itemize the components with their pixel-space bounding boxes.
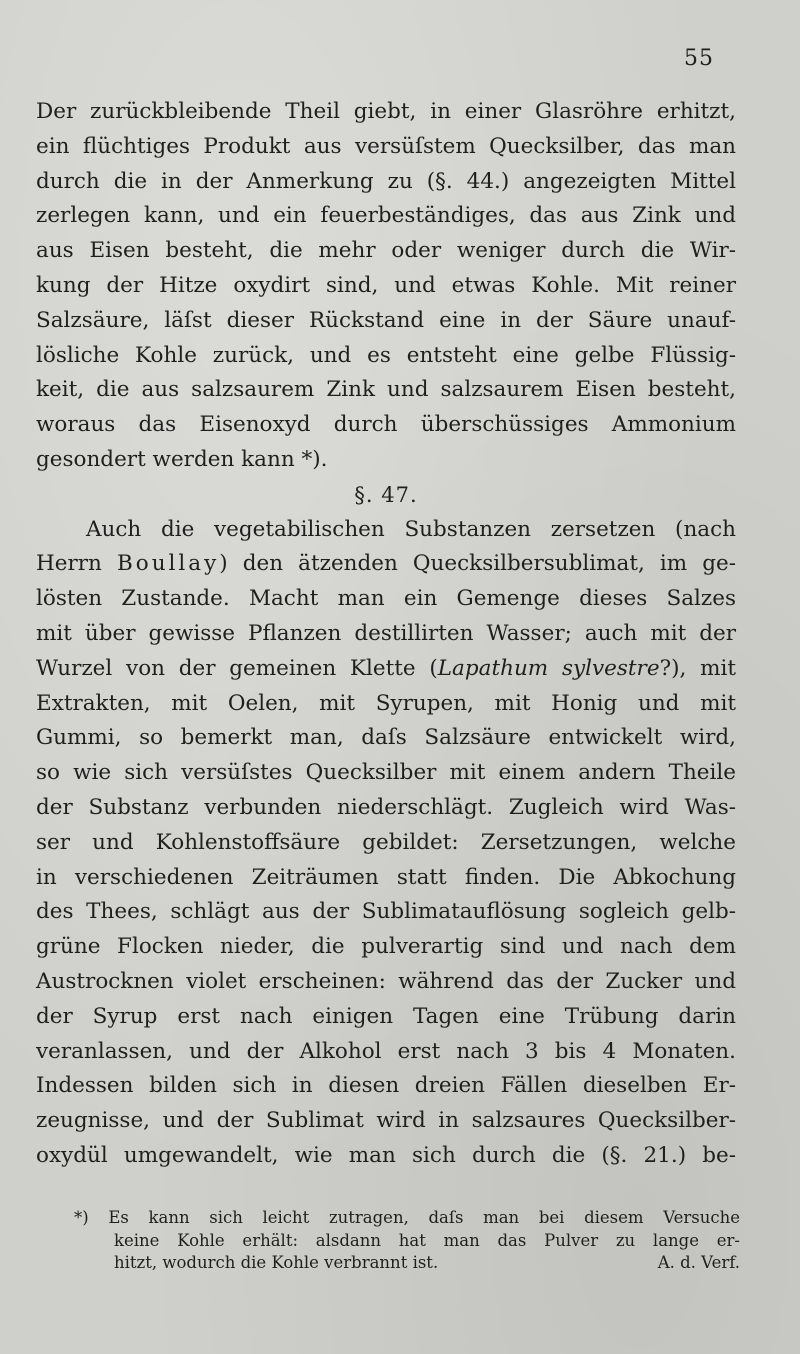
text-line <box>36 547 736 582</box>
text-line: Gummi, so bemerkt man, daſs Salzsäure entwickelt wird, <box>36 725 736 751</box>
section-heading: §. 47. <box>354 482 418 507</box>
text-line: lösten Zustande. Macht man ein Gemenge dieses Salzes <box>36 586 736 612</box>
text-line: gesondert werden kann *). <box>36 446 328 472</box>
text-line: Auch die vegetabilischen Substanzen zersetzen (nach <box>86 516 736 542</box>
text-line: so wie sich versüſstes Quecksilber mit einem andern Theile <box>36 760 736 786</box>
text-line: Der zurückbleibende Theil giebt, in einer Glasröhre erhitzt, <box>36 99 736 124</box>
text-line: mit über gewisse Pflanzen destillirten Wasser; auch mit der <box>36 620 736 646</box>
text-line: lösliche Kohle zurück, und es entsteht eine gelbe Flüssig- <box>36 342 736 368</box>
text-line: Indessen bilden sich in diesen dreien Fällen dieselben Er- <box>36 1073 736 1099</box>
text-line: des Thees, schlägt aus der Sublimatauflösung sogleich gelb- <box>36 899 736 925</box>
text-line: aus Eisen besteht, die mehr oder weniger durch die Wir- <box>36 238 736 264</box>
footnote-signature: A. d. Verf. <box>657 1253 740 1272</box>
text-line <box>36 652 736 687</box>
text-fragment: ?), mit <box>659 655 736 681</box>
footnote-line: hitzt, wodurch die Kohle verbrannt ist. <box>114 1253 439 1272</box>
text-line: keit, die aus salzsaurem Zink und salzsaurem Eisen besteht, <box>36 377 736 403</box>
text-fragment: Herrn <box>36 551 102 577</box>
person-name: Boullay <box>116 551 220 577</box>
text-line: der Syrup erst nach einigen Tagen eine Trübung darin <box>36 1003 736 1029</box>
page-number: 55 <box>684 46 714 71</box>
footnote <box>74 1207 740 1275</box>
body-text <box>36 95 736 1174</box>
text-line: Austrocknen violet erscheinen: während das der Zucker und <box>36 968 736 994</box>
text-line: veranlassen, und der Alkohol erst nach 3 bis 4 Monaten. <box>36 1038 736 1064</box>
latin-name: Lapathum sylvestre <box>437 655 660 681</box>
text-line: zerlegen kann, und ein feuerbeständiges, das aus Zink und <box>36 203 736 229</box>
footnote-last-line <box>74 1252 740 1275</box>
text-line: der Substanz verbunden niederschlägt. Zugleich wird Was- <box>36 794 736 820</box>
text-fragment: ) den ätzenden Quecksilbersublimat, im ge- <box>219 551 736 577</box>
text-line: zeugnisse, und der Sublimat wird in salzsaures Quecksilber- <box>36 1108 736 1134</box>
text-line: ein flüchtiges Produkt aus versüſstem Quecksilber, das man <box>36 133 736 159</box>
text-fragment: Wurzel von der gemeinen Klette ( <box>36 655 438 681</box>
text-line: kung der Hitze oxydirt sind, und etwas Kohle. Mit reiner <box>36 272 736 298</box>
text-line: in verschiedenen Zeiträumen statt finden. Die Abkochung <box>36 864 736 890</box>
text-line: woraus das Eisenoxyd durch überschüssiges Ammonium <box>36 412 736 438</box>
text-line: durch die in der Anmerkung zu (§. 44.) angezeigten Mittel <box>36 168 736 194</box>
footnote-line: *) Es kann sich leicht zutragen, daſs man bei diesem Versuche <box>74 1208 740 1227</box>
text-line: grüne Flocken nieder, die pulverartig sind und nach dem <box>36 934 736 960</box>
footnote-line: keine Kohle erhält: alsdann hat man das Pulver zu lange er- <box>114 1230 740 1250</box>
text-line: oxydül umgewandelt, wie man sich durch die (§. 21.) be- <box>36 1142 736 1168</box>
text-line: ser und Kohlenstoffsäure gebildet: Zersetzungen, welche <box>36 829 736 855</box>
text-line: Extrakten, mit Oelen, mit Syrupen, mit Honig und mit <box>36 690 736 716</box>
text-line: Salzsäure, läſst dieser Rückstand eine in der Säure unauf- <box>36 307 736 333</box>
